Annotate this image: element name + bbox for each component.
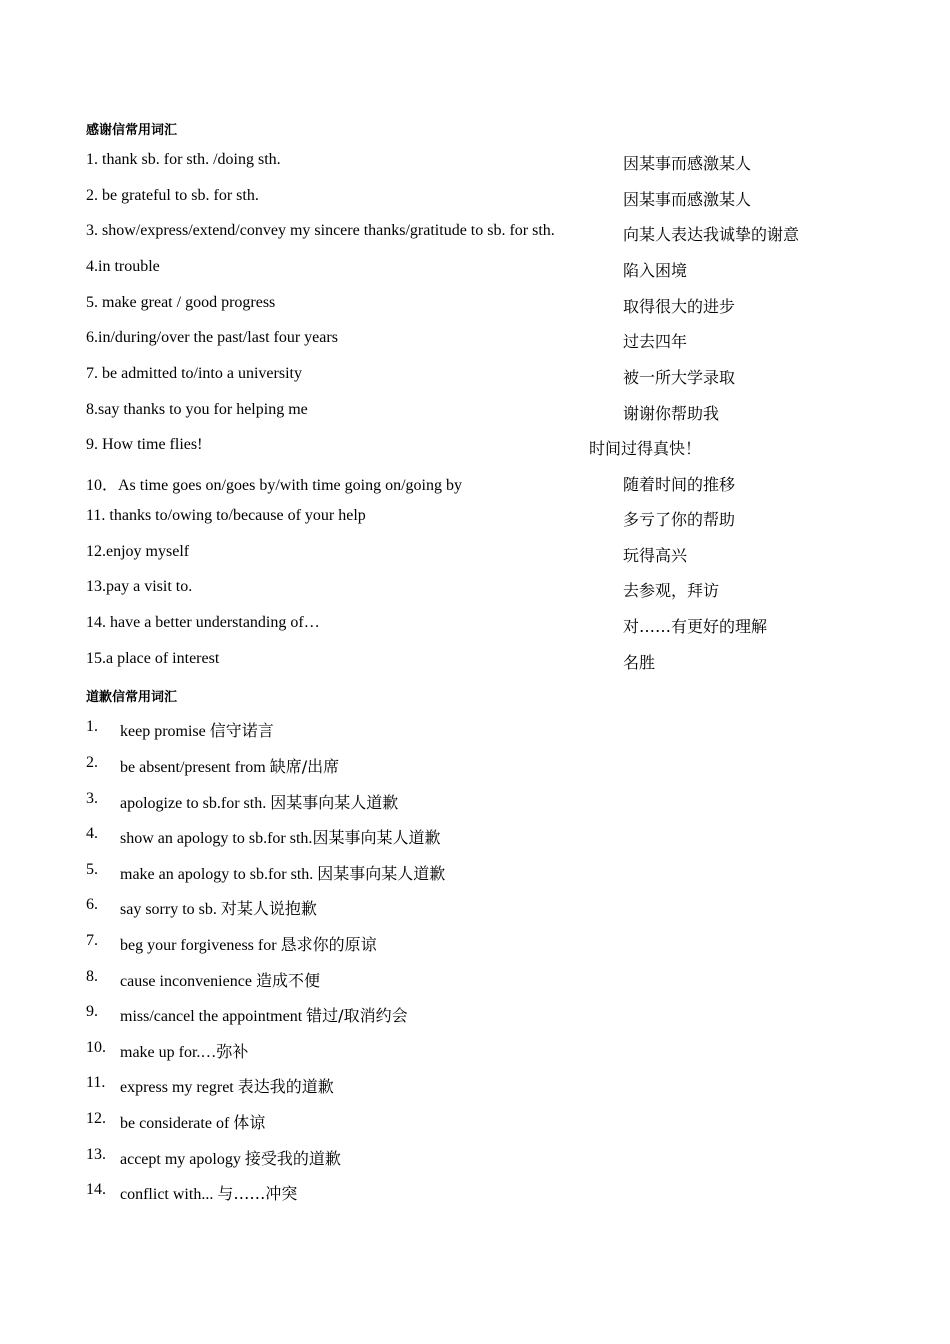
thanks-zh: 随着时间的推移: [623, 475, 736, 494]
apology-zh: 接受我的道歉: [244, 1149, 341, 1168]
apology-en: cause inconvenience: [120, 973, 252, 990]
list-item: [86, 614, 866, 638]
item-number: 13.: [86, 1146, 106, 1163]
list-item: [86, 151, 866, 175]
list-item: [86, 825, 786, 849]
thanks-en: 11. thanks to/owing to/because of your help: [86, 507, 366, 524]
thanks-en: 6.in/during/over the past/last four years: [86, 329, 338, 346]
apology-zh: 与……冲突: [217, 1184, 298, 1203]
apology-zh: 造成不便: [255, 971, 320, 990]
list-item: [86, 543, 866, 567]
item-number: 10.: [86, 1039, 106, 1056]
list-item: [86, 968, 786, 992]
item-number: 2.: [86, 754, 98, 771]
item-number: 5.: [86, 861, 98, 878]
list-item: [86, 258, 866, 282]
thanks-en: 13.pay a visit to.: [86, 578, 193, 595]
list-item: [86, 436, 866, 460]
thanks-zh: 对……有更好的理解: [623, 617, 768, 636]
thanks-en: 3. show/express/extend/convey my sincere thanks/gratitude to sb. for sth.: [86, 222, 555, 239]
thanks-zh: 多亏了你的帮助: [623, 510, 736, 529]
list-item: [86, 1110, 786, 1134]
list-item: [86, 1146, 786, 1170]
list-item: [86, 1003, 786, 1027]
apology-en: conflict with...: [120, 1186, 214, 1203]
list-item: [86, 650, 866, 674]
thanks-en: 4.in trouble: [86, 258, 160, 275]
list-item: [86, 507, 866, 531]
thanks-en: 1. thank sb. for sth. /doing sth.: [86, 151, 281, 168]
thanks-zh: 时间过得真快！: [589, 439, 702, 458]
list-item: [86, 365, 866, 389]
thanks-zh: 陷入困境: [623, 261, 688, 280]
apology-zh: 信守诺言: [209, 721, 274, 740]
apology-en: keep promise: [120, 723, 206, 740]
list-item: [86, 401, 866, 425]
list-item: [86, 932, 786, 956]
apology-zh: 因某事向某人道歉: [317, 864, 446, 883]
apology-zh: 弥补: [216, 1042, 249, 1061]
item-number: 8.: [86, 968, 98, 985]
apology-zh: 表达我的道歉: [237, 1077, 334, 1096]
apology-en: make an apology to sb.for sth.: [120, 866, 314, 883]
thanks-en: 7. be admitted to/into a university: [86, 365, 302, 382]
list-item: [86, 790, 786, 814]
list-item: [86, 1074, 786, 1098]
thanks-zh: 因某事而感激某人: [623, 154, 752, 173]
item-number: 9.: [86, 1003, 98, 1020]
thanks-en: 10．As time goes on/goes by/with time going on/going by: [86, 477, 462, 494]
list-item: [86, 754, 786, 778]
list-item: [86, 718, 786, 742]
thanks-zh: 取得很大的进步: [623, 297, 736, 316]
apology-en: be absent/present from: [120, 759, 266, 776]
list-item: [86, 896, 786, 920]
apology-zh: 对某人说抱歉: [220, 899, 317, 918]
apology-zh: 缺席/出席: [269, 757, 340, 776]
list-item: [86, 294, 866, 318]
item-number: 1.: [86, 718, 98, 735]
apology-en: make up for.…: [120, 1044, 217, 1061]
thanks-en: 12.enjoy myself: [86, 543, 190, 560]
thanks-en: 8.say thanks to you for helping me: [86, 401, 308, 418]
apology-en: miss/cancel the appointment: [120, 1008, 303, 1025]
list-item: [86, 1039, 786, 1063]
thanks-zh: 去参观，拜访: [623, 581, 720, 600]
list-item: [86, 861, 786, 885]
apology-heading: 道歉信常用词汇: [86, 690, 178, 705]
thanks-zh: 谢谢你帮助我: [623, 404, 720, 423]
apology-en: say sorry to sb.: [120, 901, 217, 918]
thanks-zh: 名胜: [623, 653, 656, 672]
item-number: 3.: [86, 790, 98, 807]
list-item: [86, 222, 866, 246]
list-item: [86, 1181, 786, 1205]
item-number: 4.: [86, 825, 98, 842]
list-item: [86, 578, 866, 602]
apology-zh: 恳求你的原谅: [280, 935, 377, 954]
apology-zh: 因某事向某人道歉: [312, 828, 441, 847]
thanks-zh: 被一所大学录取: [623, 368, 736, 387]
thanks-heading: 感谢信常用词汇: [86, 123, 178, 138]
apology-en: apologize to sb.for sth.: [120, 795, 267, 812]
thanks-en: 9. How time flies!: [86, 436, 203, 453]
thanks-zh: 因某事而感激某人: [623, 190, 752, 209]
item-number: 12.: [86, 1110, 106, 1127]
item-number: 14.: [86, 1181, 106, 1198]
apology-zh: 因某事向某人道歉: [270, 793, 399, 812]
item-number: 6.: [86, 896, 98, 913]
apology-en: show an apology to sb.for sth.: [120, 830, 313, 847]
apology-en: accept my apology: [120, 1151, 241, 1168]
item-number: 11.: [86, 1074, 106, 1091]
apology-en: be considerate of: [120, 1115, 230, 1132]
apology-zh: 体谅: [233, 1113, 266, 1132]
apology-en: beg your forgiveness for: [120, 937, 277, 954]
list-item: [86, 472, 866, 496]
list-item: [86, 187, 866, 211]
thanks-en: 2. be grateful to sb. for sth.: [86, 187, 259, 204]
thanks-en: 5. make great / good progress: [86, 294, 276, 311]
apology-zh: 错过/取消约会: [306, 1006, 408, 1025]
list-item: [86, 329, 866, 353]
thanks-zh: 玩得高兴: [623, 546, 688, 565]
thanks-zh: 过去四年: [623, 332, 688, 351]
thanks-en: 14. have a better understanding of…: [86, 614, 320, 631]
apology-en: express my regret: [120, 1079, 234, 1096]
thanks-en: 15.a place of interest: [86, 650, 220, 667]
thanks-zh: 向某人表达我诚挚的谢意: [623, 225, 800, 244]
item-number: 7.: [86, 932, 98, 949]
